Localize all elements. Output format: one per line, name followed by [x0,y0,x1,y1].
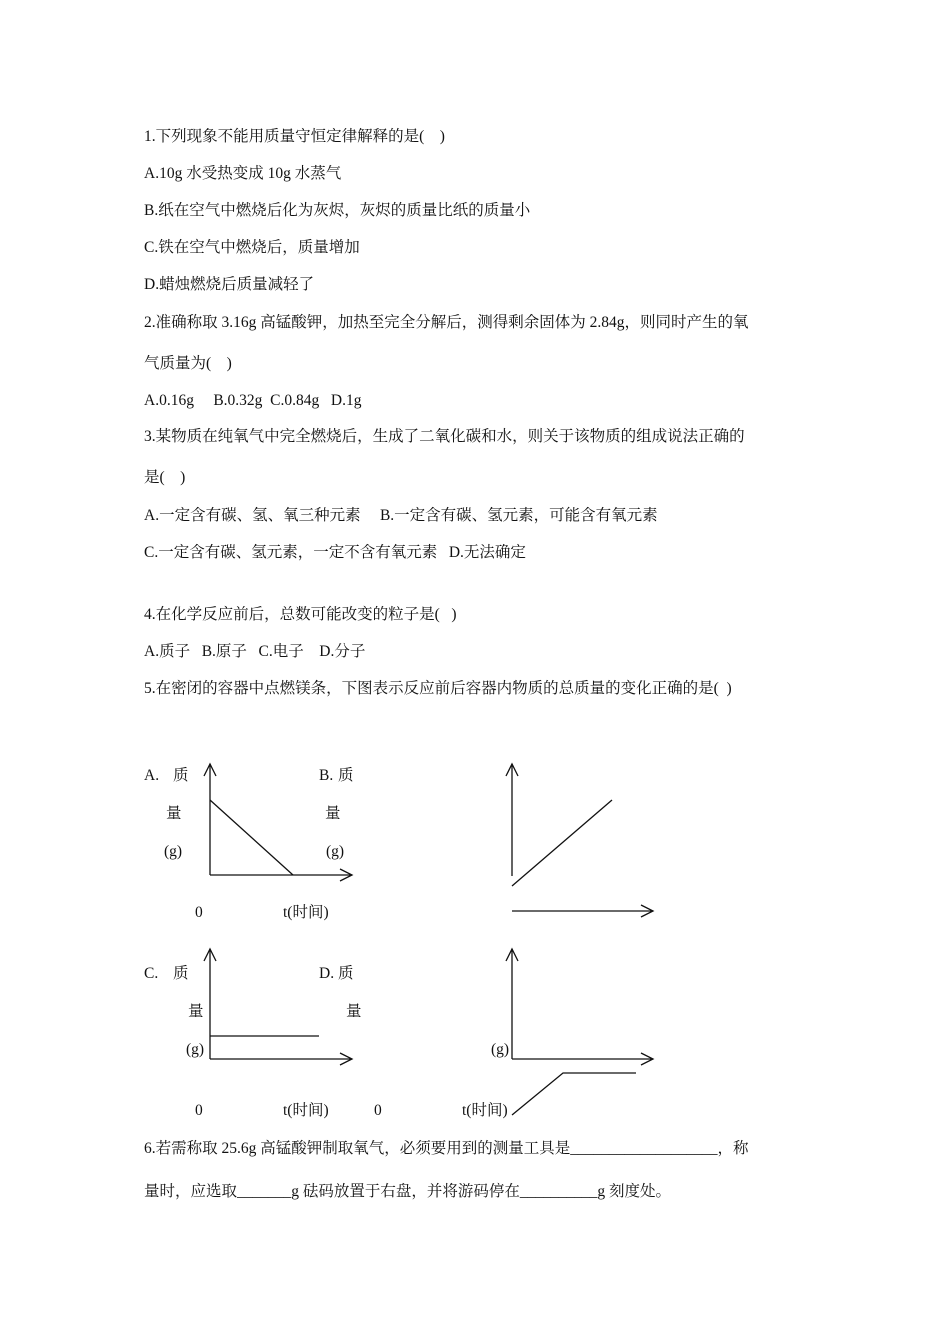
graph-c-letter: C. [144,965,159,982]
graph-b-curve [512,800,612,886]
q3-options-line2: C.一定含有碳、氢元素，一定不含有氧元素 D.无法确定 [144,544,526,561]
q6-stem-line1: 6.若需称取 25.6g 高锰酸钾制取氧气，必须要用到的测量工具是___________________，称 [144,1140,749,1157]
q5-stem: 5.在密闭的容器中点燃镁条，下图表示反应前后容器内物质的总质量的变化正确的是( ) [144,680,732,697]
q2-stem-line2: 气质量为( ) [144,355,232,372]
graph-a-letter: A. [144,767,160,784]
graph-c-ylabel-unit: (g) [186,1041,205,1058]
graph-c-xlabel: t(时间) [283,1102,329,1119]
q6-stem-line2: 量时，应选取_______g 砝码放置于右盘，并将游码停在__________g 刻度处。 [144,1183,672,1200]
graph-a-curve [210,800,293,875]
q2-options: A.0.16g B.0.32g C.0.84g D.1g [144,392,362,409]
graph-b-ylabel-zhi: 质 [338,767,354,784]
q4-options: A.质子 B.原子 C.电子 D.分子 [144,643,366,660]
graph-c-ylabel-liang: 量 [188,1003,204,1020]
graph-a-ylabel-liang: 量 [166,805,182,822]
q3-options-line1: A.一定含有碳、氢、氧三种元素 B.一定含有碳、氢元素，可能含有氧元素 [144,507,658,524]
graph-d-ylabel-unit: (g) [491,1041,510,1058]
graph-d-origin: 0 [374,1102,382,1119]
q1-option-c: C.铁在空气中燃烧后，质量增加 [144,239,360,256]
q4-stem: 4.在化学反应前后，总数可能改变的粒子是( ) [144,606,457,623]
graph-b-ylabel-unit: (g) [326,843,345,860]
q3-stem-line1: 3.某物质在纯氧气中完全燃烧后，生成了二氧化碳和水，则关于该物质的组成说法正确的 [144,428,745,445]
q2-stem-line1: 2.准确称取 3.16g 高锰酸钾，加热至完全分解后，测得剩余固体为 2.84g，则同时产生的氧 [144,314,749,331]
graph-c-ylabel-zhi: 质 [173,965,189,982]
graph-a-origin: 0 [195,904,203,921]
q1-option-d: D.蜡烛燃烧后质量减轻了 [144,276,315,293]
q1-option-a: A.10g 水受热变成 10g 水蒸气 [144,165,342,182]
graph-d-letter: D. [319,965,335,982]
graph-d-ylabel-liang: 量 [346,1003,362,1020]
q3-stem-line2: 是( ) [144,469,186,486]
graph-a-xlabel: t(时间) [283,904,329,921]
graph-d-ylabel-zhi: 质 [338,965,354,982]
graph-d-curve [512,1073,636,1115]
graph-c-origin: 0 [195,1102,203,1119]
graph-a-ylabel-zhi: 质 [173,767,189,784]
graph-d-xlabel: t(时间) [462,1102,508,1119]
graph-b-ylabel-liang: 量 [325,805,341,822]
graph-a-ylabel-unit: (g) [164,843,183,860]
graph-b-letter: B. [319,767,334,784]
q1-stem: 1.下列现象不能用质量守恒定律解释的是( ) [144,128,445,145]
q1-option-b: B.纸在空气中燃烧后化为灰烬，灰烬的质量比纸的质量小 [144,202,531,219]
